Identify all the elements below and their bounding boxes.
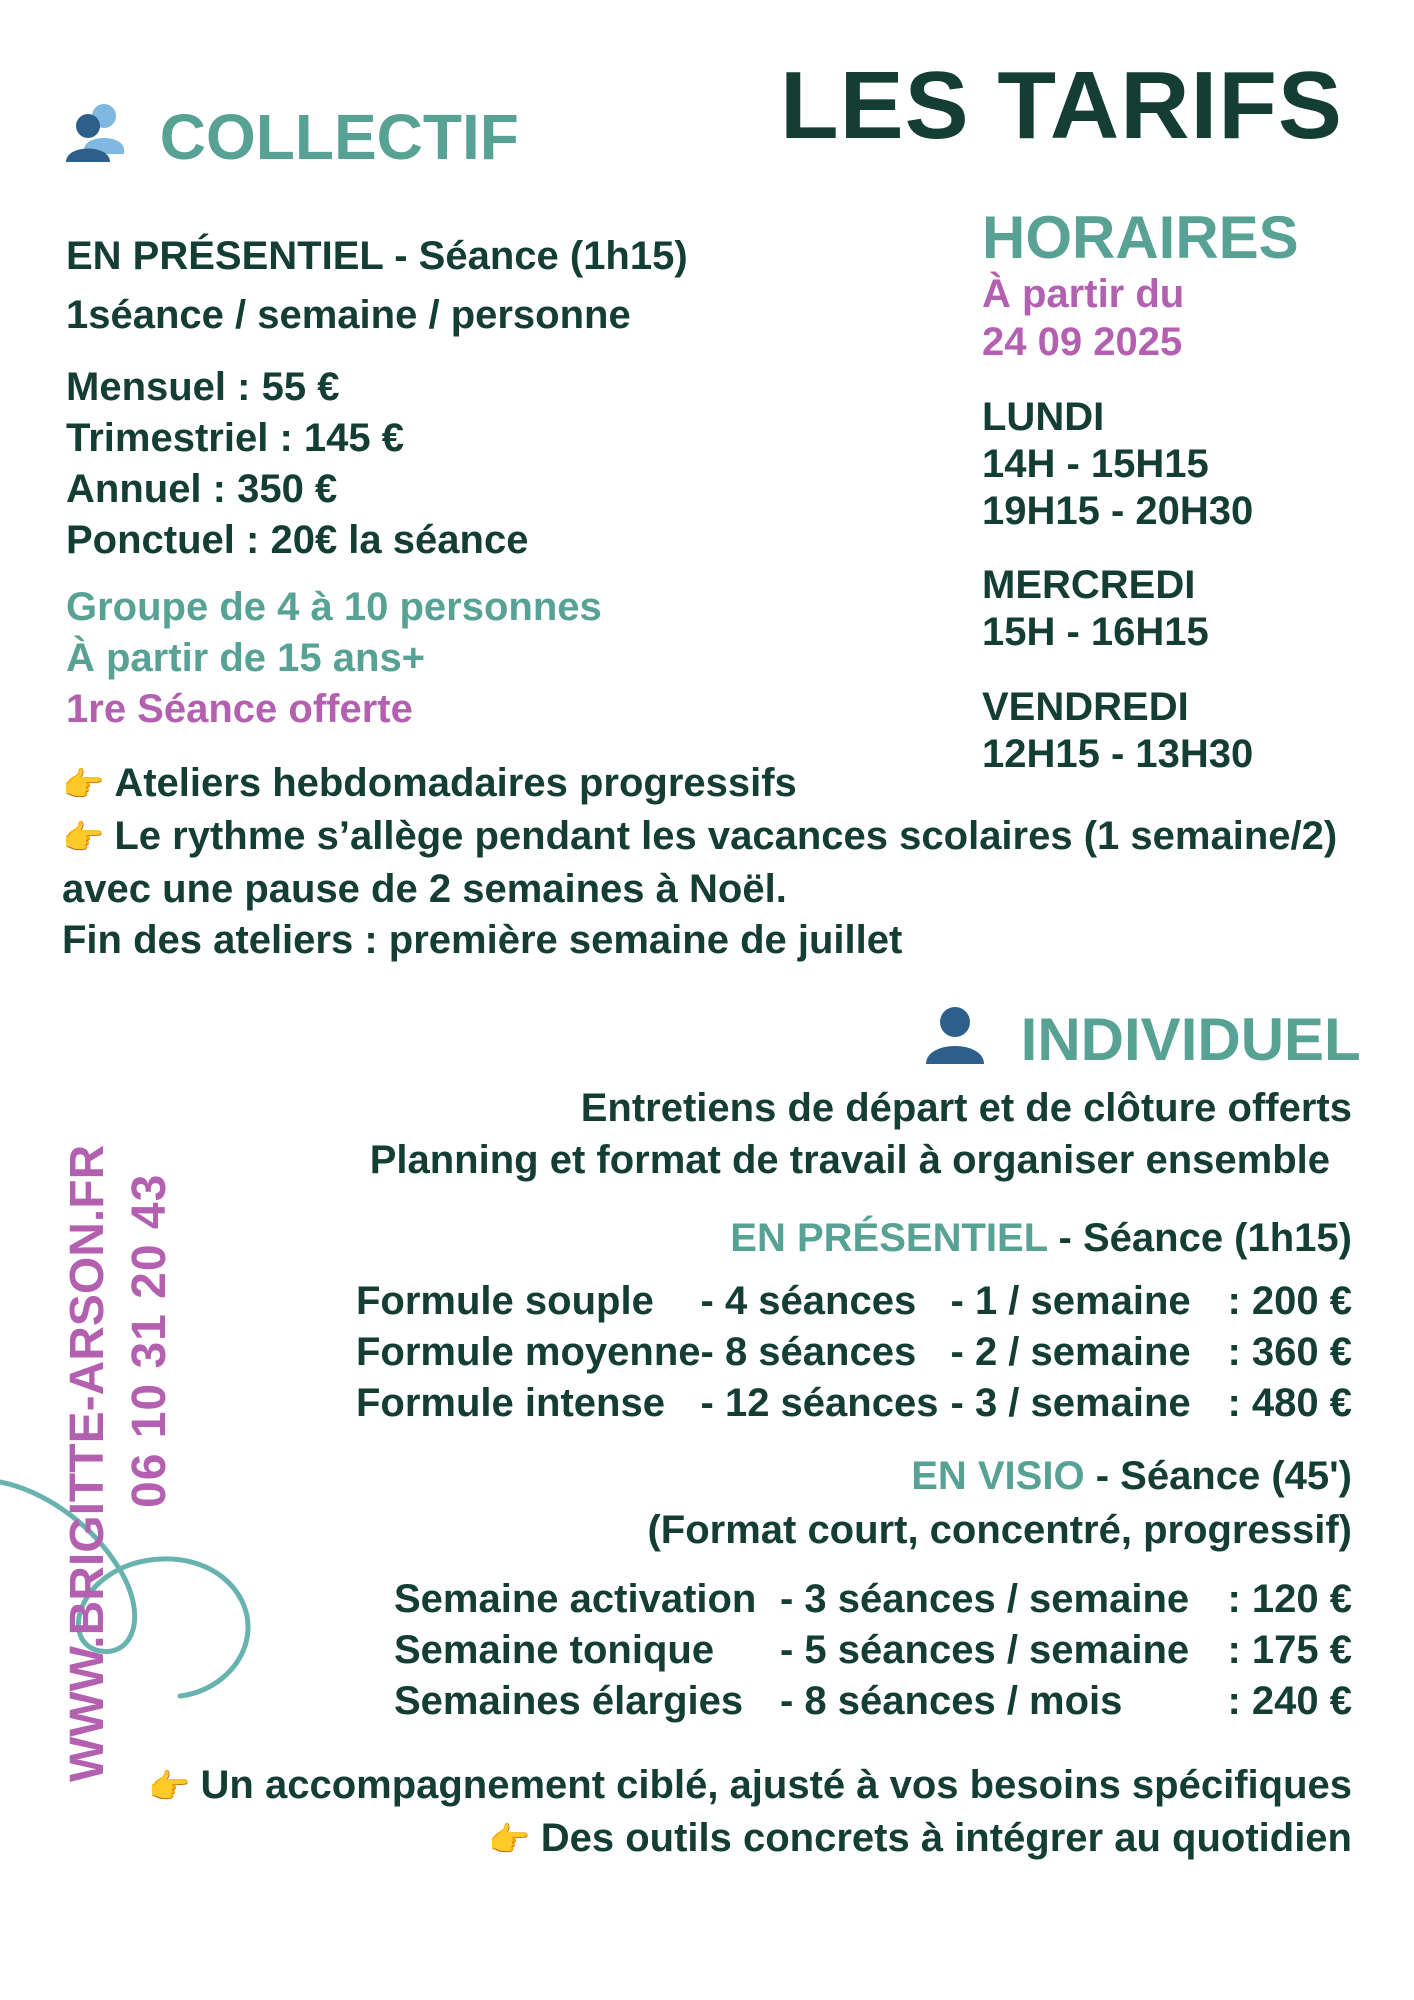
price-line: Mensuel : 55 € xyxy=(66,365,340,409)
horaires-from-label: À partir du xyxy=(982,272,1185,316)
individuel-intro xyxy=(370,1082,1352,1186)
people-icon xyxy=(64,100,128,174)
presentiel-session: - Séance (1h15) xyxy=(1058,1216,1352,1260)
day-name: LUNDI xyxy=(982,395,1105,439)
collectif-group-info xyxy=(66,582,602,735)
formula-price: : 200 € xyxy=(1227,1279,1352,1323)
day-name: MERCREDI xyxy=(982,563,1196,607)
pointing-hand-icon: 👉 xyxy=(62,817,105,858)
formula-sessions: - 8 séances / mois xyxy=(780,1679,1123,1723)
formula-sessions: - 5 séances / semaine xyxy=(780,1628,1190,1672)
pointing-hand-icon: 👉 xyxy=(488,1819,531,1860)
formula-sessions: - 4 séances xyxy=(700,1279,917,1323)
individuel-visio-heading xyxy=(911,1450,1352,1502)
horaires-start xyxy=(982,270,1184,366)
formula-sessions: - 12 séances xyxy=(700,1381,939,1425)
collectif-session-info xyxy=(66,228,688,346)
pointing-hand-icon: 👉 xyxy=(62,764,105,805)
horaires-heading: HORAIRES xyxy=(982,204,1299,271)
presentiel-pricing-table xyxy=(356,1276,1352,1429)
free-session-offer: 1re Séance offerte xyxy=(66,687,413,731)
website-url[interactable]: WWW.BRIGITTE-ARSON.FR xyxy=(61,1144,114,1782)
formula-name: Formule souple xyxy=(356,1279,654,1323)
formula-rate: - 1 / semaine xyxy=(950,1279,1191,1323)
bullet-item: 👉 Ateliers hebdomadaires progressifs xyxy=(62,758,1337,811)
time-slot: 14H - 15H15 xyxy=(982,442,1209,486)
price-line: Annuel : 350 € xyxy=(66,467,338,511)
price-line: Trimestriel : 145 € xyxy=(66,416,404,460)
visio-session: - Séance (45') xyxy=(1095,1454,1352,1498)
formula-price: : 480 € xyxy=(1227,1381,1352,1425)
note-line: avec une pause de 2 semaines à Noël. xyxy=(62,866,787,911)
collectif-prices xyxy=(66,362,528,566)
table-row xyxy=(356,1276,1352,1327)
horaires-from-date: 24 09 2025 xyxy=(982,320,1183,364)
formula-name: Semaine activation xyxy=(394,1577,757,1621)
price-line: Ponctuel : 20€ la séance xyxy=(66,518,529,562)
visio-pricing-table xyxy=(394,1574,1352,1727)
formula-name: Formule intense xyxy=(356,1381,665,1425)
table-row xyxy=(394,1574,1352,1625)
table-row xyxy=(356,1327,1352,1378)
formula-name: Semaines élargies xyxy=(394,1679,744,1723)
bullet-item: 👉 Des outils concrets à intégrer au quotidien xyxy=(148,1813,1352,1866)
formula-price: : 120 € xyxy=(1227,1577,1352,1621)
group-size: Groupe de 4 à 10 personnes xyxy=(66,585,602,629)
intro-line: Entretiens de départ et de clôture offerts xyxy=(580,1086,1352,1130)
page-title: LES TARIFS xyxy=(780,52,1343,159)
phone-number[interactable]: 06 10 31 20 43 xyxy=(123,1173,176,1508)
table-row xyxy=(394,1676,1352,1727)
formula-name: Formule moyenne xyxy=(356,1330,701,1374)
individuel-presentiel-heading xyxy=(730,1212,1352,1264)
pointing-hand-icon: 👉 xyxy=(148,1766,191,1807)
time-slot: 19H15 - 20H30 xyxy=(982,489,1254,533)
intro-line: Planning et format de travail à organiser ensemble xyxy=(369,1138,1330,1182)
schedule-day-wednesday xyxy=(982,562,1209,656)
individuel-heading: INDIVIDUEL xyxy=(1020,1006,1361,1073)
collectif-heading-row xyxy=(64,100,519,174)
formula-price: : 175 € xyxy=(1227,1628,1352,1672)
person-icon xyxy=(924,1004,986,1076)
collectif-bullets xyxy=(62,758,1337,966)
visio-mode: EN VISIO xyxy=(911,1454,1085,1498)
presentiel-mode: EN PRÉSENTIEL xyxy=(730,1216,1048,1260)
schedule-day-friday xyxy=(982,684,1253,778)
age-requirement: À partir de 15 ans+ xyxy=(66,636,426,680)
formula-rate: - 2 / semaine xyxy=(950,1330,1191,1374)
bullet-item: 👉 Le rythme s’allège pendant les vacances scolaires (1 semaine/2) xyxy=(62,811,1337,864)
time-slot: 15H - 16H15 xyxy=(982,610,1209,654)
formula-price: : 360 € xyxy=(1227,1330,1352,1374)
bullet-item: 👉 Un accompagnement ciblé, ajusté à vos besoins spécifiques xyxy=(148,1760,1352,1813)
formula-sessions: - 8 séances xyxy=(700,1330,917,1374)
formula-sessions: - 3 séances / semaine xyxy=(780,1577,1190,1621)
day-name: VENDREDI xyxy=(982,685,1189,729)
collectif-frequency: 1séance / semaine / personne xyxy=(66,293,631,337)
schedule-day-monday xyxy=(982,394,1253,535)
visio-subtitle: (Format court, concentré, progressif) xyxy=(647,1508,1352,1552)
formula-rate: - 3 / semaine xyxy=(950,1381,1191,1425)
individuel-closing xyxy=(148,1760,1352,1866)
formula-name: Semaine tonique xyxy=(394,1628,715,1672)
note-line: Fin des ateliers : première semaine de juillet xyxy=(62,917,903,962)
collectif-mode: EN PRÉSENTIEL - Séance (1h15) xyxy=(66,234,688,278)
table-row xyxy=(394,1625,1352,1676)
table-row xyxy=(356,1378,1352,1429)
formula-price: : 240 € xyxy=(1227,1679,1352,1723)
time-slot: 12H15 - 13H30 xyxy=(982,732,1254,776)
individuel-heading-row xyxy=(924,1004,1361,1076)
collectif-heading: COLLECTIF xyxy=(159,101,519,174)
